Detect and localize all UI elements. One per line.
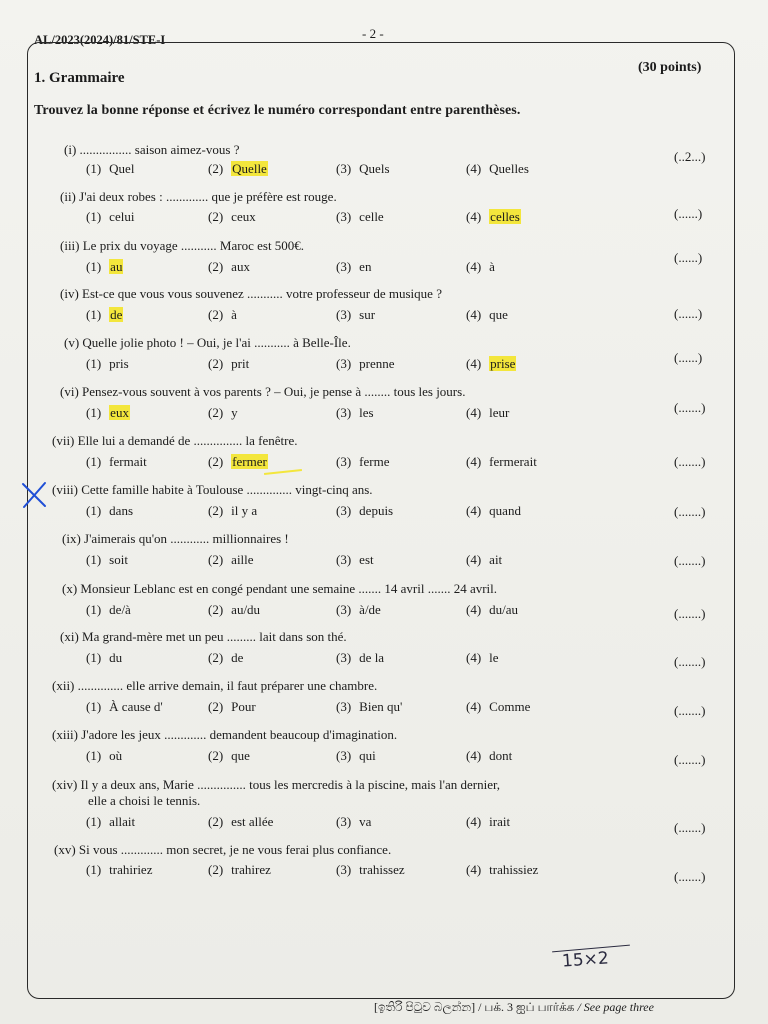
option-text: Comme xyxy=(489,699,531,714)
option-text: ait xyxy=(489,552,503,567)
answer-blank[interactable]: (.......) xyxy=(674,553,706,568)
question-stem: (xv) Si vous ............. mon secret, je ne vous ferai plus confiance. xyxy=(54,842,392,857)
answer-option: (3) celle xyxy=(336,209,384,224)
cross-mark-icon xyxy=(20,481,48,509)
option-text: prenne xyxy=(359,356,395,371)
question-item xyxy=(0,777,768,835)
option-text: du xyxy=(109,650,123,665)
option-text: ceux xyxy=(231,209,256,224)
option-text: où xyxy=(109,748,123,763)
section-instruction: Trouvez la bonne réponse et écrivez le numéro correspondant entre parenthèses. xyxy=(34,103,521,118)
answer-option: (4) fermerait xyxy=(466,454,537,469)
section-points: (30 points) xyxy=(638,60,702,75)
score-tally: 15×2 xyxy=(561,948,610,972)
option-text: pris xyxy=(109,356,129,371)
option-text: prit xyxy=(231,356,250,371)
answer-blank[interactable]: (......) xyxy=(674,306,703,321)
answer-blank[interactable]: (......) xyxy=(674,350,703,365)
option-text: Pour xyxy=(231,699,256,714)
option-text: au xyxy=(110,259,123,274)
option-text: celles xyxy=(490,209,520,224)
answer-option: (4) irait xyxy=(466,814,511,829)
question-item xyxy=(0,531,768,575)
question-stem: (vi) Pensez-vous souvent à vos parents ? – Oui, je pense à ........ tous les jours. xyxy=(60,384,466,399)
option-text: de/à xyxy=(109,602,131,617)
question-stem: (v) Quelle jolie photo ! – Oui, je l'ai ........... à Belle-Île. xyxy=(64,335,351,350)
footer-english: / See page three xyxy=(577,1000,654,1014)
answer-option: (3) sur xyxy=(336,307,376,322)
question-stem-continued: elle a choisi le tennis. xyxy=(88,793,201,808)
question-item xyxy=(0,238,768,282)
paper-code: AL/2023(2024)/81/STE-I xyxy=(34,33,166,47)
option-text: à xyxy=(231,307,237,322)
answer-option: (4) à xyxy=(466,259,495,274)
option-text: Quels xyxy=(359,161,390,176)
option-text: y xyxy=(231,405,238,420)
answer-option: (3) est xyxy=(336,552,374,567)
option-text: prise xyxy=(490,356,516,371)
question-stem: (ix) J'aimerais qu'on ............ millionnaires ! xyxy=(62,531,289,546)
answer-option: (1) eux xyxy=(86,405,129,420)
option-text: est xyxy=(359,552,374,567)
answer-option: (4) Comme xyxy=(466,699,531,714)
option-text: ferme xyxy=(359,454,390,469)
question-stem: (iv) Est-ce que vous vous souvenez ........... votre professeur de musique ? xyxy=(60,286,442,301)
option-text: fermerait xyxy=(489,454,537,469)
option-text: il y a xyxy=(231,503,258,518)
option-text: à/de xyxy=(359,602,381,617)
answer-blank[interactable]: (......) xyxy=(674,206,703,221)
answer-option: (4) dont xyxy=(466,748,513,763)
answer-option: (2) aux xyxy=(208,259,250,274)
question-stem: (viii) Cette famille habite à Toulouse .............. vingt-cinq ans. xyxy=(52,482,373,497)
answer-option: (2) trahirez xyxy=(208,862,271,877)
answer-option: (1) À cause d' xyxy=(86,699,163,714)
question-item xyxy=(0,142,768,186)
answer-option: (3) les xyxy=(336,405,374,420)
answer-blank[interactable]: (.......) xyxy=(674,504,706,519)
answer-option: (2) aille xyxy=(208,552,254,567)
answer-blank[interactable]: (.......) xyxy=(674,869,706,884)
option-text: leur xyxy=(489,405,510,420)
question-item xyxy=(0,678,768,722)
answer-option: (2) Pour xyxy=(208,699,256,714)
option-text: dans xyxy=(109,503,134,518)
answer-option: (4) Quelles xyxy=(466,161,529,176)
question-item xyxy=(0,286,768,330)
option-text: trahissiez xyxy=(489,862,539,877)
answer-option: (4) le xyxy=(466,650,499,665)
question-stem: (i) ................ saison aimez-vous ? xyxy=(64,142,240,157)
answer-option: (4) leur xyxy=(466,405,510,420)
question-stem: (xii) .............. elle arrive demain, il faut préparer une chambre. xyxy=(52,678,378,693)
answer-option: (3) va xyxy=(336,814,372,829)
option-text: irait xyxy=(489,814,511,829)
option-text: de la xyxy=(359,650,385,665)
option-text: celui xyxy=(109,209,135,224)
option-text: du/au xyxy=(489,602,519,617)
answer-option: (2) à xyxy=(208,307,237,322)
question-stem: (x) Monsieur Leblanc est en congé pendant une semaine ....... 14 avril ....... 24 avril. xyxy=(62,581,498,596)
answer-option: (3) qui xyxy=(336,748,376,763)
option-text: en xyxy=(359,259,372,274)
page-footer xyxy=(374,1000,654,1016)
question-item xyxy=(0,433,768,477)
answer-option: (2) que xyxy=(208,748,250,763)
answer-option: (2) est allée xyxy=(208,814,274,829)
answer-blank[interactable]: (..2...) xyxy=(674,149,706,164)
answer-option: (4) celles xyxy=(466,209,520,224)
option-text: eux xyxy=(110,405,129,420)
answer-blank[interactable]: (.......) xyxy=(674,454,706,469)
answer-option: (2) ceux xyxy=(208,209,256,224)
answer-blank[interactable]: (.......) xyxy=(674,820,706,835)
question-stem: (xiii) J'adore les jeux ............. demandent beaucoup d'imagination. xyxy=(52,727,398,742)
answer-option: (1) au xyxy=(86,259,123,274)
answer-option: (3) trahissez xyxy=(336,862,405,877)
question-stem: (ii) J'ai deux robes : ............. que je préfère est rouge. xyxy=(60,189,337,204)
question-item xyxy=(0,335,768,379)
answer-option: (4) que xyxy=(466,307,508,322)
answer-blank[interactable]: (.......) xyxy=(674,703,706,718)
option-text: le xyxy=(489,650,499,665)
question-stem: (vii) Elle lui a demandé de ............... la fenêtre. xyxy=(52,433,298,448)
option-text: les xyxy=(359,405,374,420)
answer-option: (1) trahiriez xyxy=(86,862,153,877)
option-text: Quelle xyxy=(232,161,267,176)
answer-option: (1) soit xyxy=(86,552,128,567)
option-text: de xyxy=(110,307,123,322)
option-text: Quelles xyxy=(489,161,529,176)
option-text: va xyxy=(359,814,372,829)
option-text: Bien qu' xyxy=(359,699,403,714)
answer-option: (1) du xyxy=(86,650,123,665)
option-text: à xyxy=(489,259,495,274)
question-item xyxy=(0,727,768,771)
answer-option: (1) où xyxy=(86,748,123,763)
option-text: À cause d' xyxy=(109,699,163,714)
question-stem: (xiv) Il y a deux ans, Marie ............... tous les mercredis à la piscine, mais l'an dernier, xyxy=(52,777,501,792)
option-text: fermer xyxy=(232,454,267,469)
section-title: 1. Grammaire xyxy=(34,70,125,86)
answer-option: (2) de xyxy=(208,650,244,665)
option-text: Quel xyxy=(109,161,135,176)
option-text: que xyxy=(489,307,508,322)
option-text: quand xyxy=(489,503,521,518)
question-item xyxy=(0,842,768,886)
footer-sinhala-tamil: [ඉතිරි පිටුව බලන්න] / பக். 3 ஐப் பார்க்க xyxy=(374,1000,575,1014)
option-text: que xyxy=(231,748,250,763)
answer-blank[interactable]: (.......) xyxy=(674,606,706,621)
option-text: dont xyxy=(489,748,513,763)
answer-option: (1) celui xyxy=(86,209,135,224)
answer-option: (2) Quelle xyxy=(208,161,267,176)
question-stem: (iii) Le prix du voyage ........... Maroc est 500€. xyxy=(60,238,305,253)
question-item xyxy=(0,384,768,428)
option-text: qui xyxy=(359,748,376,763)
answer-option: (4) ait xyxy=(466,552,503,567)
option-text: trahirez xyxy=(231,862,271,877)
answer-option: (2) au/du xyxy=(208,602,261,617)
option-text: trahiriez xyxy=(109,862,153,877)
option-text: fermait xyxy=(109,454,147,469)
option-text: au/du xyxy=(231,602,261,617)
answer-blank[interactable]: (.......) xyxy=(674,752,706,767)
answer-option: (4) quand xyxy=(466,503,521,518)
option-text: trahissez xyxy=(359,862,405,877)
answer-option: (3) à/de xyxy=(336,602,381,617)
question-item xyxy=(0,482,768,526)
answer-option: (1) de/à xyxy=(86,602,131,617)
answer-option: (4) du/au xyxy=(466,602,519,617)
answer-option: (3) prenne xyxy=(336,356,395,371)
answer-option: (1) Quel xyxy=(86,161,135,176)
answer-option: (1) dans xyxy=(86,503,134,518)
answer-option: (2) prit xyxy=(208,356,250,371)
page-number: - 2 - xyxy=(362,26,384,41)
answer-option: (3) Bien qu' xyxy=(336,699,403,714)
answer-option: (1) allait xyxy=(86,814,136,829)
answer-blank[interactable]: (.......) xyxy=(674,400,706,415)
answer-blank[interactable]: (.......) xyxy=(674,654,706,669)
option-text: aux xyxy=(231,259,250,274)
option-text: allait xyxy=(109,814,136,829)
answer-option: (3) ferme xyxy=(336,454,390,469)
option-text: aille xyxy=(231,552,254,567)
answer-option: (1) fermait xyxy=(86,454,147,469)
question-item xyxy=(0,189,768,233)
option-text: de xyxy=(231,650,244,665)
answer-option: (2) fermer xyxy=(208,454,267,469)
answer-option: (1) pris xyxy=(86,356,129,371)
answer-option: (3) en xyxy=(336,259,372,274)
answer-option: (2) il y a xyxy=(208,503,258,518)
answer-option: (3) depuis xyxy=(336,503,394,518)
answer-blank[interactable]: (......) xyxy=(674,250,703,265)
option-text: celle xyxy=(359,209,384,224)
answer-option: (3) de la xyxy=(336,650,385,665)
question-item xyxy=(0,629,768,673)
option-text: depuis xyxy=(359,503,394,518)
question-stem: (xi) Ma grand-mère met un peu ......... lait dans son thé. xyxy=(60,629,347,644)
answer-option: (4) prise xyxy=(466,356,516,371)
answer-option: (1) de xyxy=(86,307,123,322)
answer-option: (4) trahissiez xyxy=(466,862,539,877)
option-text: soit xyxy=(109,552,128,567)
option-text: est allée xyxy=(231,814,274,829)
question-item xyxy=(0,581,768,625)
answer-option: (3) Quels xyxy=(336,161,390,176)
option-text: sur xyxy=(359,307,376,322)
answer-option: (2) y xyxy=(208,405,238,420)
